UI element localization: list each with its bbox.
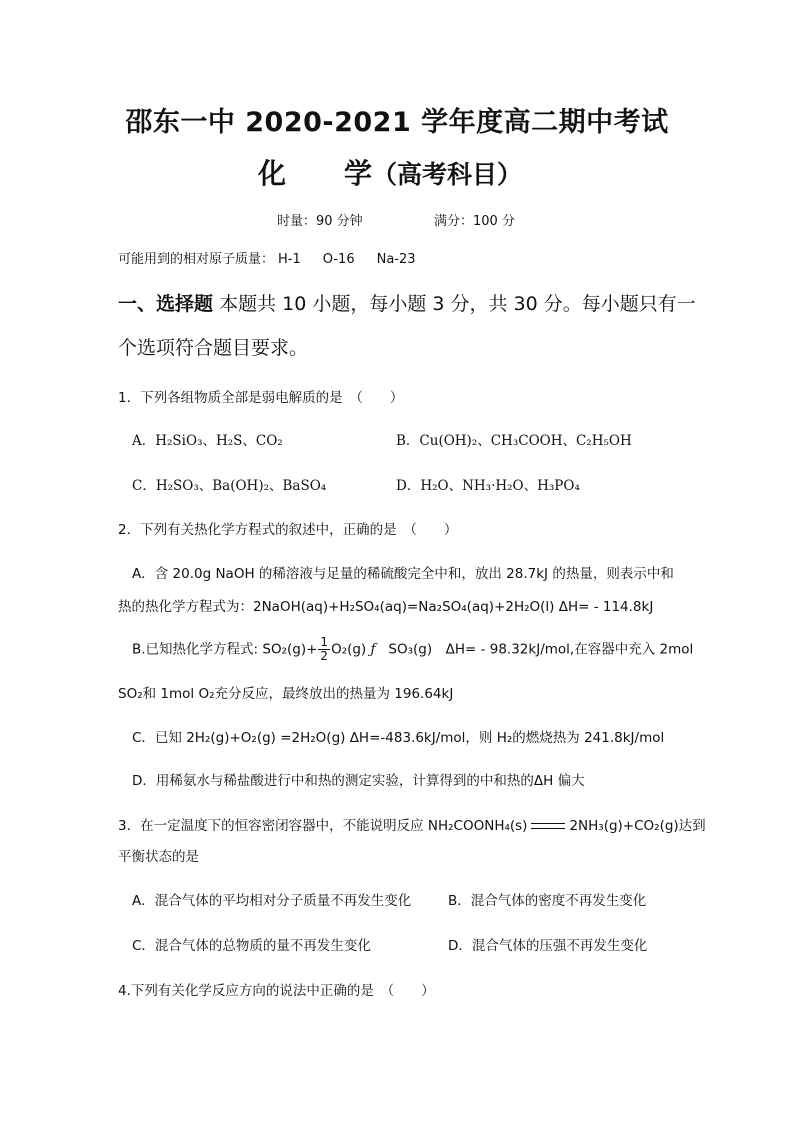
q3-stem-post: 2NH₃(g)+CO₂(g)达到: [569, 818, 706, 834]
subject-char-a: 化: [258, 157, 287, 190]
q2b-mid: O₂(g): [331, 641, 367, 658]
fraction-denominator: 2: [320, 649, 329, 663]
question-3-option-d: D．混合气体的压强不再发生变化: [448, 938, 648, 954]
question-2-option-b-line2: SO₂和 1mol O₂充分反应，最终放出的热量为 196.64kJ: [118, 686, 454, 702]
atomic-masses: [118, 248, 438, 267]
question-1-option-b: B．Cu(OH)₂、CH₃COOH、C₂H₅OH: [396, 433, 632, 449]
section-instruction-1: 本题共 10 小题，每小题 3 分，共 30 分。每小题只有一: [219, 293, 696, 315]
q3-stem-pre: 3．在一定温度下的恒容密闭容器中，不能说明反应 NH₂COONH₄(s): [118, 818, 528, 834]
question-3-option-a: A．混合气体的平均相对分子质量不再发生变化: [132, 893, 412, 909]
question-1-option-c: C．H₂SO₃、Ba(OH)₂、BaSO₄: [132, 478, 327, 494]
question-3-option-b: B．混合气体的密度不再发生变化: [448, 893, 647, 909]
equilibrium-symbol: ƒ: [370, 641, 376, 658]
subject-title: [258, 152, 522, 192]
section-heading: [118, 289, 696, 316]
exam-title: 邵东一中 2020-2021 学年度高二期中考试: [125, 107, 669, 138]
question-2-option-c: C．已知 2H₂(g)+O₂(g) =2H₂O(g) ΔH=-483.6kJ/mol，则 H₂的燃烧热为 241.8kJ/mol: [132, 730, 665, 746]
q2b-post: SO₃(g) ΔH= - 98.32kJ/mol,在容器中充入 2mol: [388, 641, 694, 658]
question-2-option-b-line1: [132, 636, 693, 663]
question-2-option-d: D．用稀氨水与稀盐酸进行中和热的测定实验，计算得到的中和热的ΔH 偏大: [132, 773, 585, 789]
mass-o: O-16: [322, 252, 355, 267]
section-title: 一、选择题: [118, 293, 214, 315]
fraction-numerator: 1: [320, 635, 329, 649]
fraction-half: [318, 636, 330, 663]
mass-na: Na-23: [376, 252, 416, 267]
question-2-option-a-line1: A．含 20.0g NaOH 的稀溶液与足量的稀硫酸完全中和，放出 28.7kJ 的热量，则表示中和: [132, 566, 674, 582]
exam-score: 满分：100 分: [434, 214, 515, 229]
question-3-stem-line2: 平衡状态的是: [118, 849, 199, 865]
subject-note: （高考科目）: [372, 160, 523, 189]
mass-h: H-1: [278, 252, 301, 267]
question-1-option-a: A．H₂SiO₃、H₂S、CO₂: [132, 433, 283, 449]
subject-char-b: 学: [344, 157, 373, 190]
question-1-stem: 1．下列各组物质全部是弱电解质的是 （ ）: [118, 390, 404, 406]
section-instruction-2: 个选项符合题目要求。: [118, 337, 309, 359]
question-2-stem: 2．下列有关热化学方程式的叙述中，正确的是 （ ）: [118, 522, 458, 538]
question-3-option-c: C．混合气体的总物质的量不再发生变化: [132, 938, 371, 954]
q2b-pre: B.已知热化学方程式: SO₂(g)+: [132, 641, 318, 658]
question-3-stem-line1: [118, 814, 706, 834]
question-1-option-d: D．H₂O、NH₃·H₂O、H₃PO₄: [396, 478, 580, 494]
question-2-option-a-line2: 热的热化学方程式为：2NaOH(aq)+H₂SO₄(aq)=Na₂SO₄(aq)+2H₂O(l) ΔH= - 114.8kJ: [118, 599, 654, 615]
question-4-stem: 4.下列有关化学反应方向的说法中正确的是 （ ）: [118, 983, 435, 999]
exam-time: 时量：90 分钟: [277, 214, 363, 229]
masses-label: 可能用到的相对原子质量：: [118, 252, 275, 267]
equilibrium-arrow-icon: [531, 822, 565, 830]
